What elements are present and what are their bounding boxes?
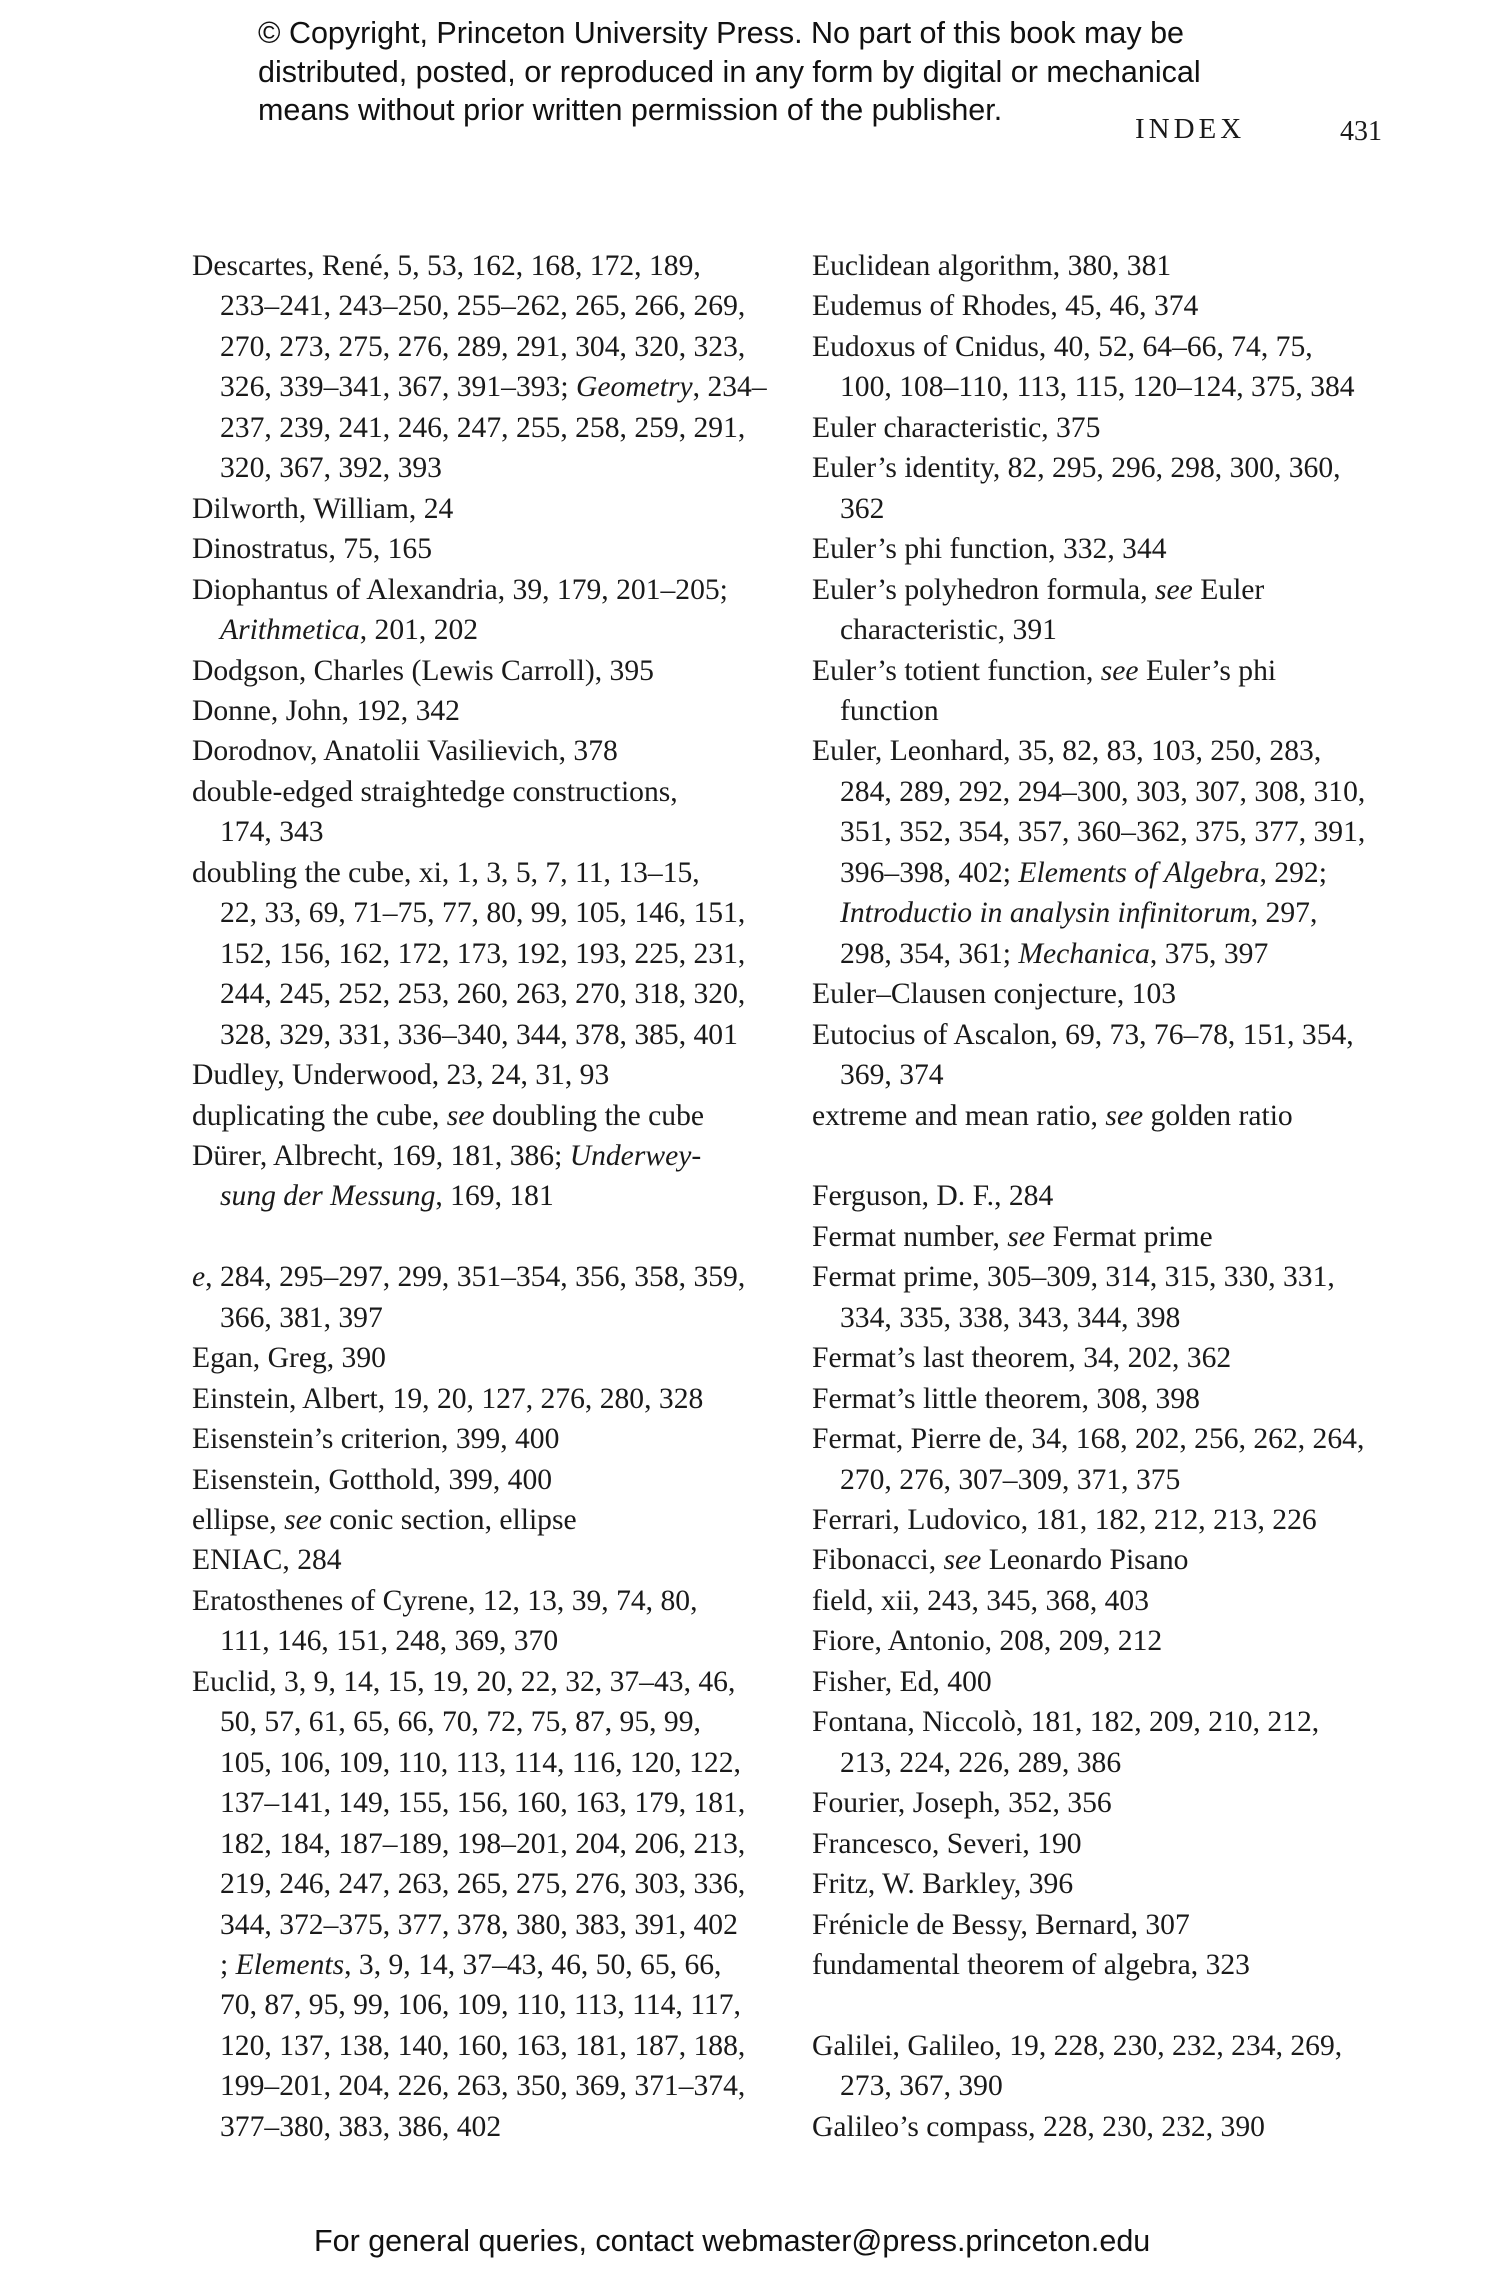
index-entry xyxy=(192,489,772,529)
entry-continuation-line xyxy=(192,610,772,650)
entry-text: 284, 289, 292, 294–300, 303, 307, 308, 310, xyxy=(840,775,1366,808)
entry-continuation-line xyxy=(192,1905,772,1945)
entry-text: 344, 372–375, 377, 378, 380, 383, 391, 402 xyxy=(220,1908,738,1941)
entry-line xyxy=(192,1460,772,1500)
index-entry xyxy=(812,286,1412,326)
entry-line xyxy=(812,1540,1412,1580)
index-entry xyxy=(812,1662,1412,1702)
index-entry xyxy=(812,1338,1412,1378)
entry-line xyxy=(812,1824,1412,1864)
entry-continuation-line xyxy=(192,812,772,852)
index-entry xyxy=(812,327,1412,408)
entry-text: Egan, Greg, 390 xyxy=(192,1342,386,1375)
entry-text: 219, 246, 247, 263, 265, 275, 276, 303, 336, xyxy=(220,1868,746,1901)
entry-text: , 169, 181 xyxy=(435,1180,554,1213)
entry-text: Descartes, René, 5, 53, 162, 168, 172, 189, xyxy=(192,250,701,282)
entry-line xyxy=(812,1015,1412,1055)
entry-text: 50, 57, 61, 65, 66, 70, 72, 75, 87, 95, 99, xyxy=(220,1706,701,1739)
entry-text: Fermat prime, 305–309, 314, 315, 330, 331, xyxy=(812,1261,1335,1294)
entry-text: Euler’s totient function, xyxy=(812,654,1101,687)
index-entry xyxy=(812,570,1412,651)
italic-text: sung der Messung xyxy=(220,1180,436,1213)
entry-text: Eisenstein, Gotthold, 399, 400 xyxy=(192,1463,553,1496)
index-entry xyxy=(192,1055,772,1095)
entry-text: Fontana, Niccolò, 181, 182, 209, 210, 212, xyxy=(812,1706,1320,1739)
index-entry xyxy=(812,1540,1412,1580)
entry-text: Fritz, W. Barkley, 396 xyxy=(812,1868,1074,1901)
entry-text: 182, 184, 187–189, 198–201, 204, 206, 213, xyxy=(220,1827,746,1860)
entry-line xyxy=(812,529,1412,569)
copyright-line: © Copyright, Princeton University Press. No part of this book may be xyxy=(258,16,1184,50)
entry-text: Donne, John, 192, 342 xyxy=(192,694,460,727)
italic-text: Underwey- xyxy=(569,1139,702,1172)
entry-continuation-line xyxy=(192,1945,772,1985)
index-entry xyxy=(812,731,1412,974)
entry-line xyxy=(192,1338,772,1378)
entry-continuation-line xyxy=(812,1743,1412,1783)
index-entry xyxy=(812,1176,1412,1216)
entry-continuation-line xyxy=(812,691,1412,731)
index-entry xyxy=(812,1419,1412,1500)
entry-line xyxy=(812,1500,1412,1540)
index-entry xyxy=(192,651,772,691)
entry-text: double-edged straightedge constructions, xyxy=(192,775,678,808)
index-entry xyxy=(812,1500,1412,1540)
entry-line xyxy=(812,731,1412,771)
entry-line xyxy=(192,1055,772,1095)
entry-text: 270, 276, 307–309, 371, 375 xyxy=(840,1463,1181,1496)
entry-text: duplicating the cube, xyxy=(192,1099,447,1132)
entry-line xyxy=(192,1379,772,1419)
index-column-right xyxy=(812,246,1412,2147)
entry-continuation-line xyxy=(192,974,772,1014)
entry-text: 100, 108–110, 113, 115, 120–124, 375, 384 xyxy=(840,371,1355,404)
italic-text: Geometry xyxy=(575,371,693,404)
entry-continuation-line xyxy=(192,1176,772,1216)
entry-text: Euler characteristic, 375 xyxy=(812,411,1101,444)
index-entry xyxy=(812,2107,1412,2147)
entry-continuation-line xyxy=(192,1824,772,1864)
index-entry xyxy=(812,1379,1412,1419)
index-entry xyxy=(812,1015,1412,1096)
entry-text: Dodgson, Charles (Lewis Carroll), 395 xyxy=(192,654,654,687)
entry-text: Fiore, Antonio, 208, 209, 212 xyxy=(812,1625,1163,1658)
entry-text: 362 xyxy=(840,492,885,525)
entry-continuation-line xyxy=(192,1985,772,2025)
italic-text: see xyxy=(1155,573,1193,606)
entry-line xyxy=(812,1945,1412,1985)
entry-line xyxy=(192,246,772,286)
index-entry xyxy=(192,1257,772,1338)
letter-gap xyxy=(192,1217,772,1257)
entry-text: 298, 354, 361; xyxy=(840,937,1019,970)
entry-text: Euler’s phi function, 332, 344 xyxy=(812,533,1167,566)
entry-continuation-line xyxy=(812,812,1412,852)
entry-text: 396–398, 402; xyxy=(840,856,1019,889)
italic-text: Arithmetica xyxy=(220,614,360,647)
entry-text: Eutocius of Ascalon, 69, 73, 76–78, 151, 354, xyxy=(812,1018,1354,1051)
entry-text: Fourier, Joseph, 352, 356 xyxy=(812,1787,1112,1820)
letter-gap xyxy=(812,1136,1412,1176)
entry-continuation-line xyxy=(192,1015,772,1055)
index-entry xyxy=(192,1096,772,1136)
entry-text: Diophantus of Alexandria, 39, 179, 201–205; xyxy=(192,573,728,606)
entry-continuation-line xyxy=(812,489,1412,529)
index-entry xyxy=(192,1338,772,1378)
entry-line xyxy=(812,651,1412,691)
entry-text: Dilworth, William, 24 xyxy=(192,492,454,525)
entry-text: Dudley, Underwood, 23, 24, 31, 93 xyxy=(192,1059,610,1092)
entry-text: fundamental theorem of algebra, 323 xyxy=(812,1949,1250,1982)
entry-text: Euler’s polyhedron formula, xyxy=(812,573,1155,606)
index-entry xyxy=(812,1864,1412,1904)
entry-text: , 297, xyxy=(1250,897,1318,930)
entry-text: , 292; xyxy=(1259,856,1327,889)
entry-text: extreme and mean ratio, xyxy=(812,1099,1106,1132)
entry-text: 328, 329, 331, 336–340, 344, 378, 385, 401 xyxy=(220,1018,738,1051)
entry-line xyxy=(192,1136,772,1176)
entry-continuation-line xyxy=(812,853,1412,893)
entry-text: , 3, 9, 14, 37–43, 46, 50, 65, 66, xyxy=(344,1949,722,1982)
entry-text: 120, 137, 138, 140, 160, 163, 181, 187, 188, xyxy=(220,2029,746,2062)
index-entry xyxy=(192,1500,772,1540)
italic-text: see xyxy=(1007,1220,1046,1253)
index-entry xyxy=(812,974,1412,1014)
entry-text: Einstein, Albert, 19, 20, 127, 276, 280, 328 xyxy=(192,1382,704,1415)
entry-line xyxy=(812,1581,1412,1621)
running-head: INDEX xyxy=(1135,113,1246,145)
entry-continuation-line xyxy=(192,448,772,488)
entry-continuation-line xyxy=(812,893,1412,933)
entry-line xyxy=(812,2107,1412,2147)
entry-text: Eisenstein’s criterion, 399, 400 xyxy=(192,1423,560,1456)
entry-text: golden ratio xyxy=(1143,1099,1293,1132)
italic-text: see xyxy=(446,1099,485,1132)
entry-continuation-line xyxy=(812,610,1412,650)
entry-text: 152, 156, 162, 172, 173, 192, 193, 225, 231, xyxy=(220,937,746,970)
entry-text: 270, 273, 275, 276, 289, 291, 304, 320, 323, xyxy=(220,330,746,363)
index-entry xyxy=(192,772,772,853)
entry-text: 334, 335, 338, 343, 344, 398 xyxy=(840,1301,1181,1334)
entry-text: 351, 352, 354, 357, 360–362, 375, 377, 391, xyxy=(840,816,1366,849)
entry-line xyxy=(192,651,772,691)
entry-line xyxy=(812,1702,1412,1742)
page-number: 431 xyxy=(1340,116,1382,147)
entry-continuation-line xyxy=(192,1783,772,1823)
entry-text: , 234– xyxy=(692,371,767,404)
entry-line xyxy=(192,489,772,529)
entry-text: 105, 106, 109, 110, 113, 114, 116, 120, 122, xyxy=(220,1746,741,1779)
entry-text: , 201, 202 xyxy=(359,614,479,647)
entry-text: Francesco, Severi, 190 xyxy=(812,1827,1082,1860)
index-column-left xyxy=(192,246,772,2147)
entry-line xyxy=(812,1257,1412,1297)
entry-line xyxy=(812,1419,1412,1459)
entry-line xyxy=(812,570,1412,610)
entry-text: Ferguson, D. F., 284 xyxy=(812,1180,1054,1213)
entry-line xyxy=(192,691,772,731)
entry-text: Eudemus of Rhodes, 45, 46, 374 xyxy=(812,290,1199,323)
entry-line xyxy=(192,772,772,812)
entry-text: Eudoxus of Cnidus, 40, 52, 64–66, 74, 75, xyxy=(812,330,1313,363)
italic-text: Elements xyxy=(235,1949,345,1982)
entry-text: Galileo’s compass, 228, 230, 232, 390 xyxy=(812,2110,1265,2143)
italic-text: Mechanica xyxy=(1018,937,1150,970)
entry-text: Galilei, Galileo, 19, 228, 230, 232, 234, 269, xyxy=(812,2029,1343,2062)
index-entry xyxy=(812,529,1412,569)
entry-text: ellipse, xyxy=(192,1504,285,1537)
entry-continuation-line xyxy=(192,2107,772,2147)
entry-continuation-line xyxy=(192,327,772,367)
entry-continuation-line xyxy=(812,772,1412,812)
entry-line xyxy=(192,1257,772,1297)
index-entry xyxy=(812,1783,1412,1823)
entry-text: Fermat prime xyxy=(1045,1220,1213,1253)
entry-text: 70, 87, 95, 99, 106, 109, 110, 113, 114, 117, xyxy=(220,1989,741,2022)
entry-text: Frénicle de Bessy, Bernard, 307 xyxy=(812,1908,1190,1941)
entry-continuation-line xyxy=(192,1621,772,1661)
index-entry xyxy=(192,1379,772,1419)
entry-continuation-line xyxy=(192,2026,772,2066)
entry-line xyxy=(812,1864,1412,1904)
entry-text: Euclidean algorithm, 380, 381 xyxy=(812,250,1172,282)
entry-text: function xyxy=(840,694,939,727)
entry-line xyxy=(812,1662,1412,1702)
entry-text: 233–241, 243–250, 255–262, 265, 266, 269, xyxy=(220,290,746,323)
entry-line xyxy=(192,1096,772,1136)
entry-line xyxy=(812,1621,1412,1661)
entry-text: Euclid, 3, 9, 14, 15, 19, 20, 22, 32, 37–43, 46, xyxy=(192,1665,736,1698)
entry-line xyxy=(812,1783,1412,1823)
entry-text: Dinostratus, 75, 165 xyxy=(192,533,433,566)
entry-text: doubling the cube, xi, 1, 3, 5, 7, 11, 13–15, xyxy=(192,856,700,889)
entry-line xyxy=(812,327,1412,367)
entry-line xyxy=(812,246,1412,286)
copyright-line: distributed, posted, or reproduced in any form by digital or mechanical xyxy=(258,54,1201,89)
entry-text: 213, 224, 226, 289, 386 xyxy=(840,1746,1122,1779)
index-entry xyxy=(812,1257,1412,1338)
entry-line xyxy=(812,286,1412,326)
italic-text: see xyxy=(1100,654,1139,687)
entry-text: Eratosthenes of Cyrene, 12, 13, 39, 74, 80, xyxy=(192,1584,698,1617)
entry-line xyxy=(192,853,772,893)
index-entry xyxy=(192,853,772,1055)
index-entry xyxy=(812,1905,1412,1945)
index-entry xyxy=(192,1581,772,1662)
entry-continuation-line xyxy=(812,1055,1412,1095)
entry-text: 369, 374 xyxy=(840,1059,944,1092)
index-entry xyxy=(812,2026,1412,2107)
entry-text: 326, 339–341, 367, 391–393; xyxy=(220,371,576,404)
entry-text: Fermat’s little theorem, 308, 398 xyxy=(812,1382,1200,1415)
entry-text: Euler xyxy=(1192,573,1265,606)
index-entry xyxy=(812,651,1412,732)
entry-line xyxy=(192,731,772,771)
entry-continuation-line xyxy=(812,1298,1412,1338)
index-entry xyxy=(812,1824,1412,1864)
copyright-line: means without prior written permission of the publisher. xyxy=(258,93,1003,127)
entry-continuation-line xyxy=(812,367,1412,407)
index-entry xyxy=(192,1662,772,2147)
entry-line xyxy=(812,448,1412,488)
entry-text: 199–201, 204, 226, 263, 350, 369, 371–374, xyxy=(220,2070,746,2103)
entry-continuation-line xyxy=(192,934,772,974)
entry-text: ; xyxy=(220,1949,236,1982)
entry-line xyxy=(812,1096,1412,1136)
index-entry xyxy=(812,1581,1412,1621)
index-entry xyxy=(192,1460,772,1500)
entry-continuation-line xyxy=(192,1864,772,1904)
entry-continuation-line xyxy=(192,2066,772,2106)
entry-continuation-line xyxy=(192,1743,772,1783)
italic-text: e xyxy=(192,1261,206,1294)
index-entry xyxy=(192,570,772,651)
entry-text: Euler–Clausen conjecture, 103 xyxy=(812,978,1177,1011)
entry-text: field, xii, 243, 345, 368, 403 xyxy=(812,1584,1150,1617)
index-entry xyxy=(192,529,772,569)
italic-text: see xyxy=(1105,1099,1144,1132)
entry-line xyxy=(192,1581,772,1621)
index-entry xyxy=(192,691,772,731)
entry-line xyxy=(812,1176,1412,1216)
italic-text: see xyxy=(284,1504,322,1537)
entry-line xyxy=(192,529,772,569)
letter-gap xyxy=(812,1985,1412,2025)
entry-text: Euler, Leonhard, 35, 82, 83, 103, 250, 283, xyxy=(812,735,1322,768)
entry-continuation-line xyxy=(192,367,772,407)
entry-continuation-line xyxy=(192,408,772,448)
entry-text: ENIAC, 284 xyxy=(192,1544,342,1577)
entry-continuation-line xyxy=(812,934,1412,974)
index-entry xyxy=(812,246,1412,286)
entry-text: 366, 381, 397 xyxy=(220,1301,383,1334)
entry-text: Dorodnov, Anatolii Vasilievich, 378 xyxy=(192,735,618,768)
index-entry xyxy=(192,1419,772,1459)
entry-text: Dürer, Albrecht, 169, 181, 386; xyxy=(192,1139,570,1172)
entry-text: Fermat number, xyxy=(812,1220,1008,1253)
entry-line xyxy=(812,1905,1412,1945)
entry-text: 22, 33, 69, 71–75, 77, 80, 99, 105, 146, 151, xyxy=(220,897,746,930)
entry-text: Fisher, Ed, 400 xyxy=(812,1665,992,1698)
index-entry xyxy=(812,1096,1412,1136)
entry-text: 320, 367, 392, 393 xyxy=(220,452,442,485)
entry-text: Fermat, Pierre de, 34, 168, 202, 256, 262, 264, xyxy=(812,1423,1365,1456)
entry-line xyxy=(192,1540,772,1580)
entry-text: 273, 367, 390 xyxy=(840,2070,1003,2103)
entry-line xyxy=(192,1500,772,1540)
entry-line xyxy=(812,1338,1412,1378)
index-entry xyxy=(192,1136,772,1217)
entry-line xyxy=(192,1662,772,1702)
index-entry xyxy=(812,408,1412,448)
entry-text: , 375, 397 xyxy=(1149,937,1269,970)
italic-text: Introductio in analysin infinitorum xyxy=(840,897,1251,930)
entry-text: Fermat’s last theorem, 34, 202, 362 xyxy=(812,1342,1232,1375)
entry-text: 111, 146, 151, 248, 369, 370 xyxy=(220,1625,559,1658)
entry-text: Euler’s identity, 82, 295, 296, 298, 300, 360, xyxy=(812,452,1341,485)
index-entry xyxy=(192,246,772,489)
entry-text: characteristic, 391 xyxy=(840,614,1057,647)
entry-continuation-line xyxy=(192,1702,772,1742)
entry-text: 244, 245, 252, 253, 260, 263, 270, 318, 320, xyxy=(220,978,746,1011)
entry-text: Fibonacci, xyxy=(812,1544,944,1577)
italic-text: Elements of Algebra xyxy=(1018,856,1260,889)
entry-continuation-line xyxy=(812,1460,1412,1500)
italic-text: see xyxy=(943,1544,982,1577)
index-entry xyxy=(192,731,772,771)
entry-text: 137–141, 149, 155, 156, 160, 163, 179, 181, xyxy=(220,1787,746,1820)
entry-line xyxy=(812,408,1412,448)
entry-line xyxy=(192,1419,772,1459)
entry-text: Leonardo Pisano xyxy=(981,1544,1189,1577)
entry-text: Ferrari, Ludovico, 181, 182, 212, 213, 226 xyxy=(812,1504,1317,1537)
index-entry xyxy=(812,1621,1412,1661)
index-entry xyxy=(812,1702,1412,1783)
index-entry xyxy=(192,1540,772,1580)
entry-text: 174, 343 xyxy=(220,816,324,849)
entry-line xyxy=(812,1379,1412,1419)
entry-continuation-line xyxy=(192,893,772,933)
entry-continuation-line xyxy=(192,1298,772,1338)
entry-text: conic section, ellipse xyxy=(321,1504,577,1537)
footer-contact: For general queries, contact webmaster@press.princeton.edu xyxy=(314,2224,1151,2258)
entry-line xyxy=(812,974,1412,1014)
entry-text: , 284, 295–297, 299, 351–354, 356, 358, 359, xyxy=(205,1261,746,1294)
entry-line xyxy=(192,570,772,610)
entry-text: 237, 239, 241, 246, 247, 255, 258, 259, 291, xyxy=(220,411,746,444)
index-entry xyxy=(812,1217,1412,1257)
index-entry xyxy=(812,448,1412,529)
index-entry xyxy=(812,1945,1412,1985)
entry-text: 377–380, 383, 386, 402 xyxy=(220,2110,502,2143)
entry-text: doubling the cube xyxy=(484,1099,705,1132)
entry-continuation-line xyxy=(812,2066,1412,2106)
entry-continuation-line xyxy=(192,286,772,326)
entry-line xyxy=(812,1217,1412,1257)
entry-text: Euler’s phi xyxy=(1138,654,1277,687)
entry-line xyxy=(812,2026,1412,2066)
